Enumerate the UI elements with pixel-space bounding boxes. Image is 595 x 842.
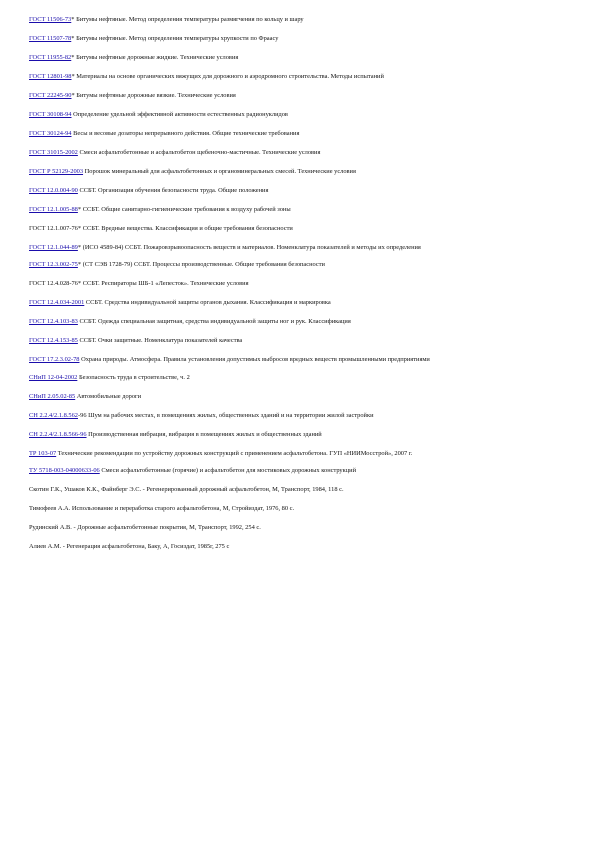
reference-text: ССБТ. Общие санитарно-гигиенические требования к воздуху рабочей зоны	[81, 206, 291, 213]
reference-text: Рудинский А.В. - Дорожные асфальтобетонные покрытия, М, Транспорт, 1992, 254 с.	[29, 524, 261, 532]
reference-item	[29, 130, 574, 138]
reference-code-suffix: *	[71, 73, 75, 80]
reference-item	[29, 299, 574, 307]
reference-text: Производственная вибрация, вибрация в помещениях жилых и общественных зданий	[86, 430, 322, 438]
reference-code-link[interactable]: ГОСТ 30124-94	[29, 130, 72, 137]
reference-code-suffix: -96	[78, 411, 87, 419]
reference-text: Битумы нефтяные. Метод определения температуры размягчения по кольцу и шару	[74, 16, 304, 23]
reference-item	[29, 168, 574, 176]
reference-code-link[interactable]: ГОСТ 12.0.004-90	[29, 187, 78, 194]
reference-code-link[interactable]: ГОСТ 17.2.3.02-78	[29, 356, 80, 364]
reference-item	[29, 356, 574, 364]
reference-text: Безопасность труда в строительстве, ч. 2	[77, 373, 190, 381]
reference-text: (ИСО 4589-84) ССБТ. Пожаровзрывоопасность веществ и материалов. Номенклатура показателей и методы их определения	[81, 244, 421, 251]
reference-code-suffix: *	[71, 92, 75, 99]
reference-text: Технические рекомендации по устройству дорожных конструкций с применением асфальтобетона. ГУП «НИИМосстрой», 2007 г.	[56, 449, 413, 457]
reference-code: ГОСТ 12.1.007-76	[29, 225, 78, 232]
reference-text: ССБТ. Очки защитные. Номенклатура показателей качества	[77, 337, 243, 345]
reference-code-link[interactable]: ГОСТ 22245-90	[29, 92, 72, 99]
reference-code-link[interactable]: ГОСТ 12.4.034-2001	[29, 299, 85, 307]
reference-text: ССБТ. Одежда специальная защитная, средства индивидуальной защиты ног и рук. Классификация	[77, 318, 351, 326]
reference-text: Битумы нефтяные. Метод определения температуры хрупкости по Фраасу	[74, 35, 279, 42]
reference-item	[29, 337, 574, 345]
reference-item	[29, 543, 574, 551]
reference-item	[29, 16, 574, 24]
reference-code-link[interactable]: ГОСТ Р 52129-2003	[29, 168, 84, 175]
reference-text: Автомобильные дороги	[75, 392, 142, 400]
reference-code-link[interactable]: ГОСТ 12.3.002-75	[29, 261, 78, 269]
reference-text: ССБТ. Средства индивидуальной защиты органов дыхания. Классификация и маркировка	[84, 299, 331, 307]
reference-code-link[interactable]: СНиП 12-04-2002	[29, 373, 78, 381]
reference-text: ССБТ. Респираторы ШБ-1 «Лепесток». Технические условия	[81, 280, 249, 288]
reference-item	[29, 244, 574, 252]
reference-item	[29, 35, 574, 43]
reference-code-suffix: *	[71, 16, 75, 23]
reference-item	[29, 318, 574, 326]
reference-item	[29, 412, 574, 420]
reference-code-suffix: *	[77, 244, 82, 251]
reference-item	[29, 467, 574, 475]
reference-text: ССБТ. Организация обучения безопасности труда. Общие положения	[77, 187, 269, 194]
reference-code-suffix: *	[77, 225, 82, 232]
reference-text: Материалы на основе органических вяжущих для дорожного и аэродромного строительства. Методы испытаний	[74, 73, 384, 80]
reference-code-link[interactable]: СН 2.2.4/2.1.8.562	[29, 411, 78, 419]
reference-code-suffix: *	[71, 54, 75, 61]
reference-text: Битумы нефтяные дорожные вязкие. Технические условия	[74, 92, 236, 99]
reference-item	[29, 431, 574, 439]
reference-text: (СТ СЭВ 1728-79) ССБТ. Процессы производственные. Общие требования безопасности	[81, 261, 325, 269]
reference-item	[29, 450, 574, 458]
reference-item	[29, 206, 574, 214]
reference-item	[29, 54, 574, 62]
reference-code-suffix: *	[77, 261, 82, 269]
reference-code-suffix: *	[77, 280, 82, 288]
reference-text: Смеси асфальтобетонные (горячие) и асфальтобетон для мостиковых дорожных конструкций	[99, 467, 356, 475]
reference-code-link[interactable]: ТР 103-07	[29, 449, 57, 457]
reference-text: Шум на рабочих местах, в помещениях жилых, общественных зданий и на территории жилой застройки	[86, 411, 374, 419]
reference-text: ССБТ. Вредные вещества. Классификация и общие требования безопасности	[81, 225, 293, 232]
reference-item	[29, 524, 574, 532]
reference-code-suffix: *	[71, 35, 75, 42]
reference-code-link[interactable]: ГОСТ 11506-73	[29, 16, 72, 23]
reference-code: ГОСТ 12.4.028-76	[29, 280, 78, 288]
reference-code-link[interactable]: ГОСТ 30108-94	[29, 111, 72, 118]
reference-text: Скотин Г.К., Ушаков К.К., Файнберг Э.С. - Регенерированный дорожный асфальтобетон, М, Транспорт, 1984, 118 с.	[29, 486, 344, 494]
reference-code-link[interactable]: ГОСТ 11955-82	[29, 54, 72, 61]
reference-code-link[interactable]: СН 2.2.4/2.1.8.566-96	[29, 430, 87, 438]
reference-text: Охрана природы. Атмосфера. Правила установления допустимых выбросов вредных веществ промышленными предприятиями	[79, 356, 430, 364]
reference-code-link[interactable]: ГОСТ 31015-2002	[29, 149, 78, 156]
reference-item	[29, 280, 574, 288]
reference-item	[29, 187, 574, 195]
reference-text: Определение удельной эффективной активности естественных радионуклидов	[71, 111, 288, 118]
reference-text: Тимофеев А.А. Использование и переработка старого асфальтобетона, М, Стройиздат, 1976, 80 с.	[29, 505, 295, 513]
reference-item	[29, 73, 574, 81]
reference-code-link[interactable]: ГОСТ 12.4.153-85	[29, 337, 78, 345]
reference-code-link[interactable]: ГОСТ 12.4.103-83	[29, 318, 78, 326]
reference-code-link[interactable]: ГОСТ 12.1.044-89	[29, 244, 78, 251]
reference-code-link[interactable]: ГОСТ 12.1.005-88	[29, 206, 78, 213]
reference-item	[29, 505, 574, 513]
reference-item	[29, 393, 574, 401]
reference-item	[29, 374, 574, 382]
reference-item	[29, 225, 574, 233]
reference-code-link[interactable]: ТУ 5718-003-04000633-06	[29, 467, 100, 475]
reference-code-link[interactable]: ГОСТ 12801-98	[29, 73, 72, 80]
reference-code-link[interactable]: СНиП 2.05.02-85	[29, 392, 76, 400]
reference-item	[29, 92, 574, 100]
reference-list	[29, 16, 574, 562]
reference-item	[29, 111, 574, 119]
reference-item	[29, 261, 574, 269]
reference-item	[29, 486, 574, 494]
reference-text: Алиев А.М. - Регенерация асфальтобетона, Баку, А, Госиздат, 1985г, 275 с	[29, 543, 230, 551]
reference-text: Порошок минеральный для асфальтобетонных и органоминеральных смесей. Технические условия	[83, 168, 356, 175]
reference-text: Битумы нефтяные дорожные жидкие. Технические условия	[74, 54, 239, 61]
reference-text: Смеси асфальтобетонные и асфальтобетон щебеночно-мастичные. Технические условия	[77, 149, 321, 156]
reference-code-link[interactable]: ГОСТ 11507-78	[29, 35, 72, 42]
reference-text: Весы и весовые дозаторы непрерывного действия. Общие технические требования	[71, 130, 300, 137]
reference-item	[29, 149, 574, 157]
reference-code-suffix: *	[77, 206, 82, 213]
